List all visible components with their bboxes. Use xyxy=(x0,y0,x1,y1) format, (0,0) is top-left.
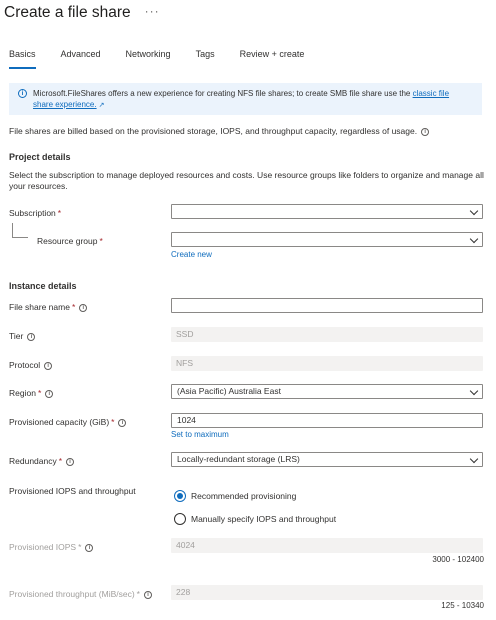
tab-networking[interactable]: Networking xyxy=(125,49,171,59)
chevron-down-icon xyxy=(470,455,478,463)
chevron-down-icon xyxy=(470,387,478,395)
protocol-field: NFS xyxy=(171,356,483,371)
chevron-down-icon xyxy=(470,207,478,215)
subscription-dropdown[interactable] xyxy=(171,204,483,219)
tree-connector xyxy=(12,223,28,238)
more-options-icon[interactable]: ··· xyxy=(144,4,160,18)
iops-range: 3000 - 102400 xyxy=(432,555,484,564)
info-icon[interactable]: i xyxy=(66,458,74,466)
radio-manual-label: Manually specify IOPS and throughput xyxy=(191,513,337,524)
billing-note-text: File shares are billed based on the provisioned storage, IOPS, and throughput capacity, regardless of usage. xyxy=(9,126,418,136)
classic-experience-link[interactable]: classic file xyxy=(412,89,450,98)
project-details-description: Select the subscription to manage deployed resources and costs. Use resource groups like folders to organize and manage all your resources. xyxy=(9,170,484,191)
radio-manual-provisioning[interactable] xyxy=(174,512,336,525)
provisioned-iops-label xyxy=(9,542,93,552)
provisioned-iops-field: 4024 xyxy=(171,538,483,553)
page-title: Create a file share xyxy=(4,4,131,21)
provisioned-throughput-label xyxy=(9,589,152,599)
provisioned-throughput-field: 228 xyxy=(171,585,483,600)
required-marker: * xyxy=(57,208,62,218)
info-icon[interactable]: i xyxy=(144,591,152,599)
subscription-label-text: Subscription xyxy=(9,208,56,218)
external-link-icon: ↗ xyxy=(98,102,105,109)
radio-recommended-label: Recommended provisioning xyxy=(191,490,297,501)
billing-note xyxy=(9,126,429,136)
redundancy-value: Locally-redundant storage (LRS) xyxy=(177,454,300,464)
tier-field: SSD xyxy=(171,327,483,342)
required-marker: * xyxy=(111,417,115,427)
info-icon[interactable]: i xyxy=(421,128,429,136)
throughput-range: 125 - 10340 xyxy=(441,601,484,610)
chevron-down-icon xyxy=(470,235,478,243)
resource-group-label-text: Resource group xyxy=(37,236,98,246)
radio-recommended-provisioning[interactable] xyxy=(174,489,296,502)
radio-button[interactable] xyxy=(174,513,186,525)
file-share-name-input[interactable] xyxy=(171,298,483,313)
region-label-text: Region xyxy=(9,388,36,398)
provisioned-throughput-label-text: Provisioned throughput (MiB/sec) xyxy=(9,589,135,599)
tier-label xyxy=(9,331,35,341)
region-value: (Asia Pacific) Australia East xyxy=(177,386,281,396)
tab-bar xyxy=(9,49,304,69)
required-marker: * xyxy=(78,542,82,552)
info-banner xyxy=(9,83,482,115)
required-marker: * xyxy=(37,388,42,398)
subscription-label xyxy=(9,208,61,218)
instance-details-heading: Instance details xyxy=(9,281,77,291)
iops-throughput-label: Provisioned IOPS and throughput xyxy=(9,486,136,496)
provisioned-capacity-label-text: Provisioned capacity (GiB) xyxy=(9,417,110,427)
required-marker: * xyxy=(71,302,76,312)
protocol-label xyxy=(9,360,52,370)
info-icon: i xyxy=(18,89,27,98)
tab-tags[interactable]: Tags xyxy=(195,49,215,59)
set-to-maximum-link[interactable]: Set to maximum xyxy=(171,430,229,439)
info-icon[interactable]: i xyxy=(45,390,53,398)
region-dropdown[interactable] xyxy=(171,384,483,399)
classic-experience-link-cont[interactable]: share experience. xyxy=(33,100,97,109)
create-new-link[interactable]: Create new xyxy=(171,250,212,259)
redundancy-label xyxy=(9,456,74,466)
info-icon[interactable]: i xyxy=(79,304,87,312)
required-marker: * xyxy=(99,236,103,246)
tab-review-create[interactable]: Review + create xyxy=(239,49,305,59)
file-share-name-label-text: File share name xyxy=(9,302,70,312)
tier-label-text: Tier xyxy=(9,331,24,341)
region-label xyxy=(9,388,53,398)
tab-basics[interactable]: Basics xyxy=(9,49,36,69)
project-details-heading: Project details xyxy=(9,152,71,162)
info-icon[interactable]: i xyxy=(85,544,93,552)
resource-group-label xyxy=(37,236,103,246)
required-marker: * xyxy=(136,589,140,599)
info-icon[interactable]: i xyxy=(27,333,35,341)
radio-button-checked[interactable] xyxy=(174,490,186,502)
info-icon[interactable]: i xyxy=(118,419,126,427)
title-row xyxy=(4,2,160,24)
provisioned-capacity-input[interactable]: 1024 xyxy=(171,413,483,428)
tab-advanced[interactable]: Advanced xyxy=(60,49,101,59)
info-icon[interactable]: i xyxy=(44,362,52,370)
required-marker: * xyxy=(58,456,63,466)
redundancy-dropdown[interactable] xyxy=(171,452,483,467)
info-text: Microsoft.FileShares offers a new experience for creating NFS file shares; to create SMB file share use the xyxy=(33,89,413,98)
protocol-label-text: Protocol xyxy=(9,360,41,370)
redundancy-label-text: Redundancy xyxy=(9,456,57,466)
file-share-name-label xyxy=(9,302,87,312)
provisioned-capacity-label xyxy=(9,417,126,427)
provisioned-iops-label-text: Provisioned IOPS xyxy=(9,542,77,552)
resource-group-dropdown[interactable] xyxy=(171,232,483,247)
